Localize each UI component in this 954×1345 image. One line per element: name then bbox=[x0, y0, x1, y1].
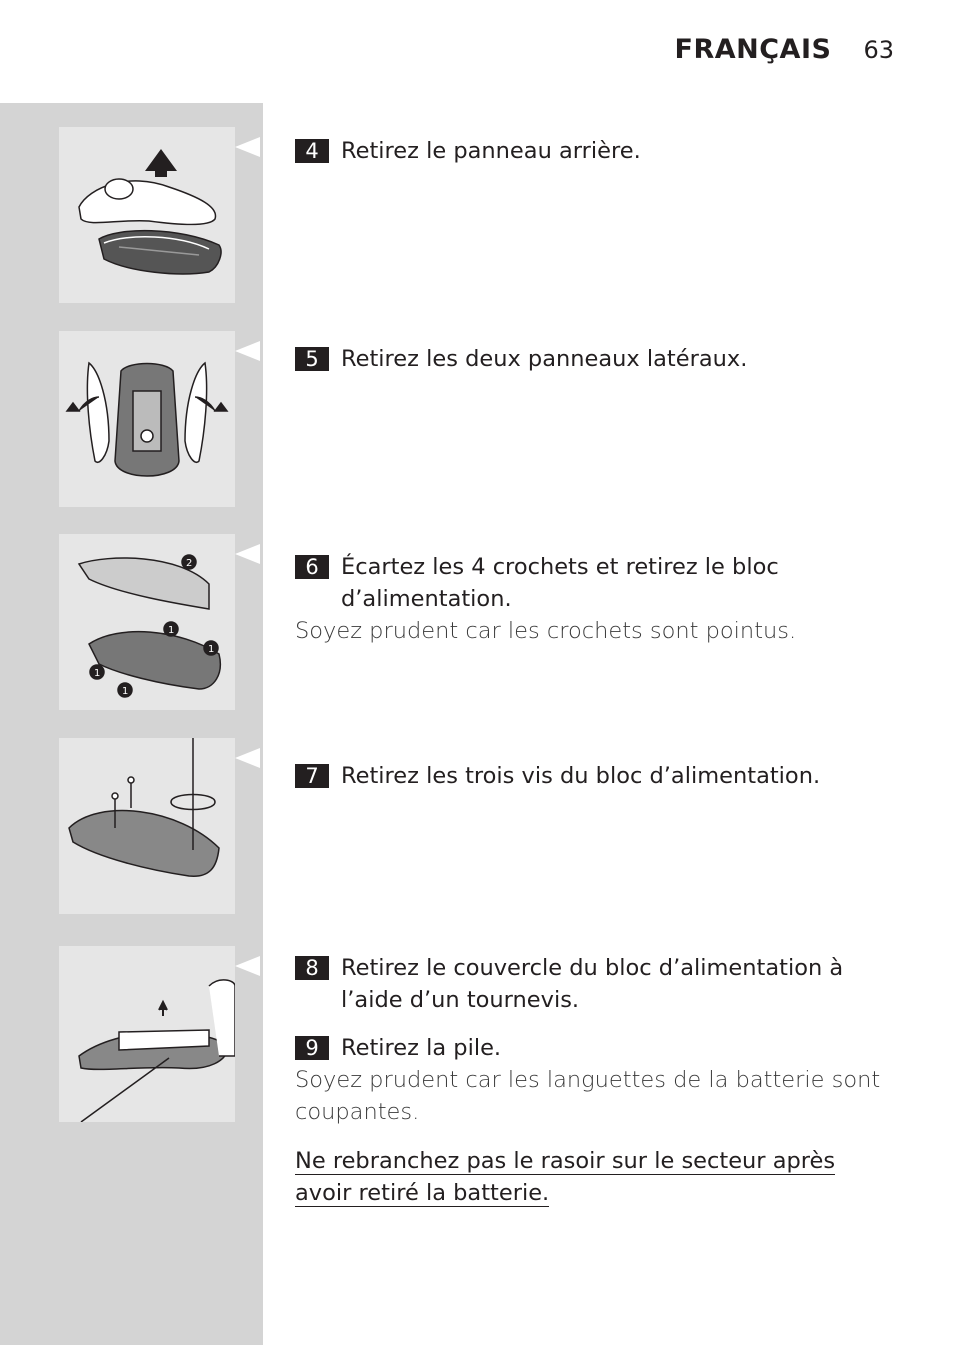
figure-hooks-power-unit bbox=[59, 534, 235, 710]
figure-remove-back-panel bbox=[59, 127, 235, 303]
step-6 bbox=[295, 551, 885, 647]
step-number: 4 bbox=[295, 139, 329, 163]
step-number: 6 bbox=[295, 555, 329, 579]
step-7 bbox=[295, 760, 885, 792]
language-heading: FRANÇAIS bbox=[674, 34, 832, 65]
step-note-line2: coupantes. bbox=[295, 1099, 420, 1125]
page-header bbox=[675, 34, 894, 65]
step-9 bbox=[295, 1032, 885, 1128]
callout-2: 2 bbox=[186, 558, 193, 569]
step-4 bbox=[295, 135, 885, 167]
warning-line1: Ne rebranchez pas le rasoir sur le secteur après bbox=[295, 1148, 836, 1174]
warning-text bbox=[295, 1145, 875, 1209]
step-text-line1: Retirez le couvercle du bloc d’alimentation à bbox=[341, 955, 844, 981]
step-text: Retirez les trois vis du bloc d’alimentation. bbox=[341, 763, 821, 789]
step-text-line1: Écartez les 4 crochets et retirez le bloc bbox=[341, 554, 779, 580]
step-number: 5 bbox=[295, 347, 329, 371]
page-number: 63 bbox=[863, 36, 894, 64]
pointer-4 bbox=[235, 748, 260, 768]
pointer-2 bbox=[235, 341, 260, 361]
step-number: 9 bbox=[295, 1036, 329, 1060]
pointer-5 bbox=[235, 956, 260, 976]
step-text-line2: d’alimentation. bbox=[341, 586, 512, 612]
callout-1b: 1 bbox=[208, 644, 215, 655]
figure-remove-side-panels bbox=[59, 331, 235, 507]
step-number: 8 bbox=[295, 956, 329, 980]
figure-remove-screws bbox=[59, 738, 235, 914]
step-text: Retirez la pile. bbox=[341, 1035, 502, 1061]
figure-remove-cover-and-battery bbox=[59, 946, 235, 1122]
step-note-line1: Soyez prudent car les languettes de la batterie sont bbox=[295, 1067, 881, 1093]
pointer-1 bbox=[235, 137, 260, 157]
step-note: Soyez prudent car les crochets sont pointus. bbox=[295, 618, 797, 644]
step-text: Retirez le panneau arrière. bbox=[341, 138, 641, 164]
pointer-3 bbox=[235, 544, 260, 564]
callout-1a: 1 bbox=[168, 625, 175, 636]
warning-line2: avoir retiré la batterie. bbox=[295, 1180, 550, 1206]
step-text: Retirez les deux panneaux latéraux. bbox=[341, 346, 748, 372]
callout-1c: 1 bbox=[94, 668, 101, 679]
step-number: 7 bbox=[295, 764, 329, 788]
callout-1d: 1 bbox=[122, 686, 129, 697]
step-8 bbox=[295, 952, 885, 1016]
step-5 bbox=[295, 343, 885, 375]
step-text-line2: l’aide d’un tournevis. bbox=[341, 987, 580, 1013]
